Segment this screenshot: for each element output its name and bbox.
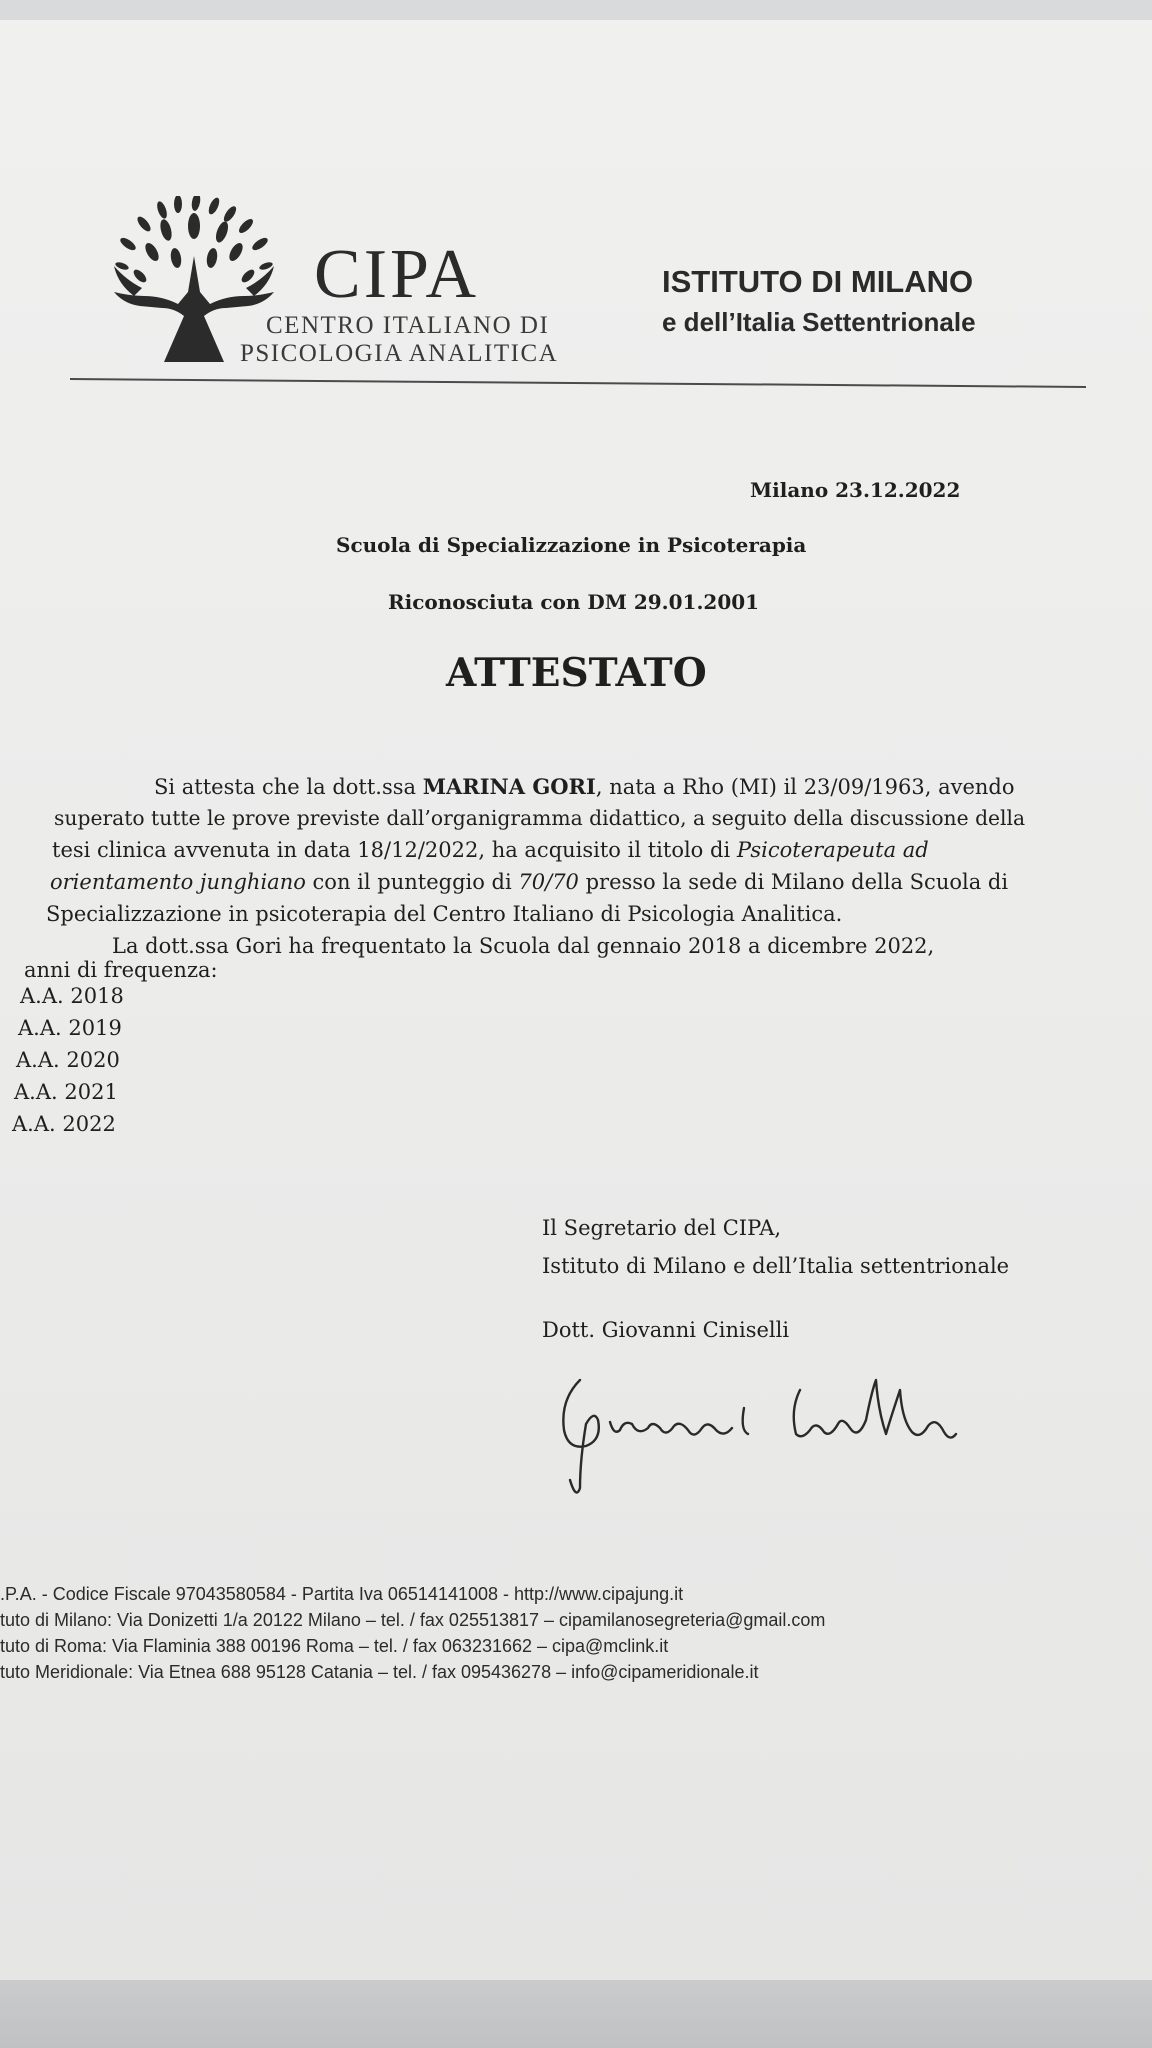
attendance-year: A.A. 2021 — [14, 1080, 118, 1104]
score: 70/70 — [518, 870, 579, 894]
footer-line-2: tuto di Milano: Via Donizetti 1/a 20122 Milano – tel. / fax 025513817 – cipamilanosegreteria@gmail.com — [0, 1610, 826, 1630]
attendance-year: A.A. 2018 — [20, 984, 124, 1008]
cipa-tree-logo-icon — [104, 196, 284, 362]
signatory-role: Il Segretario del CIPA, — [542, 1216, 782, 1240]
paragraph-1-line-2: superato tutte le prove previste dall’organigramma didattico, a seguito della discussione della — [54, 806, 1026, 830]
attendance-year: A.A. 2022 — [12, 1112, 116, 1136]
attendance-year: A.A. 2020 — [16, 1048, 120, 1072]
paragraph-2-line-2: anni di frequenza: — [24, 958, 218, 982]
institute-region: e dell’Italia Settentrionale — [662, 307, 976, 337]
paragraph-1-line-1: Si attesta che la dott.ssa MARINA GORI, nata a Rho (MI) il 23/09/1963, avendo — [154, 774, 1015, 799]
school-name: Scuola di Specializzazione in Psicoterapia — [336, 533, 807, 557]
signatory-name: Dott. Giovanni Ciniselli — [542, 1318, 790, 1342]
paragraph-1-line-3: tesi clinica avvenuta in data 18/12/2022, ha acquisito il titolo di Psicoterapeuta ad — [52, 838, 929, 862]
place-date: Milano 23.12.2022 — [750, 478, 961, 502]
logo-subtitle-line-1: CENTRO ITALIANO DI — [266, 312, 550, 339]
footer-line-1: .P.A. - Codice Fiscale 97043580584 - Partita Iva 06514141008 - http://www.cipajung.it — [0, 1584, 684, 1604]
institute-name: ISTITUTO DI MILANO — [662, 264, 974, 299]
attendance-year: A.A. 2019 — [18, 1016, 122, 1040]
handwritten-signature — [540, 1350, 1020, 1500]
logo-name: CIPA — [314, 236, 480, 313]
page-edge — [0, 1980, 1152, 2048]
footer-line-4: tuto Meridionale: Via Etnea 688 95128 Catania – tel. / fax 095436278 – info@cipameridionale.it — [0, 1662, 759, 1682]
recipient-name: MARINA GORI — [422, 774, 596, 799]
document-title: ATTESTATO — [446, 650, 707, 696]
logo-subtitle-line-2: PSICOLOGIA ANALITICA — [240, 340, 559, 367]
recognition-line: Riconosciuta con DM 29.01.2001 — [388, 590, 760, 614]
footer-line-3: tuto di Roma: Via Flaminia 388 00196 Roma – tel. / fax 063231662 – cipa@mclink.it — [0, 1636, 669, 1656]
signatory-institute: Istituto di Milano e dell’Italia settentrionale — [542, 1254, 1010, 1278]
paragraph-2-line-1: La dott.ssa Gori ha frequentato la Scuola dal gennaio 2018 a dicembre 2022, — [112, 934, 935, 958]
paragraph-1-line-4: orientamento junghiano con il punteggio di 70/70 presso la sede di Milano della Scuola di — [50, 870, 1009, 894]
paragraph-1-line-5: Specializzazione in psicoterapia del Centro Italiano di Psicologia Analitica. — [46, 902, 843, 926]
